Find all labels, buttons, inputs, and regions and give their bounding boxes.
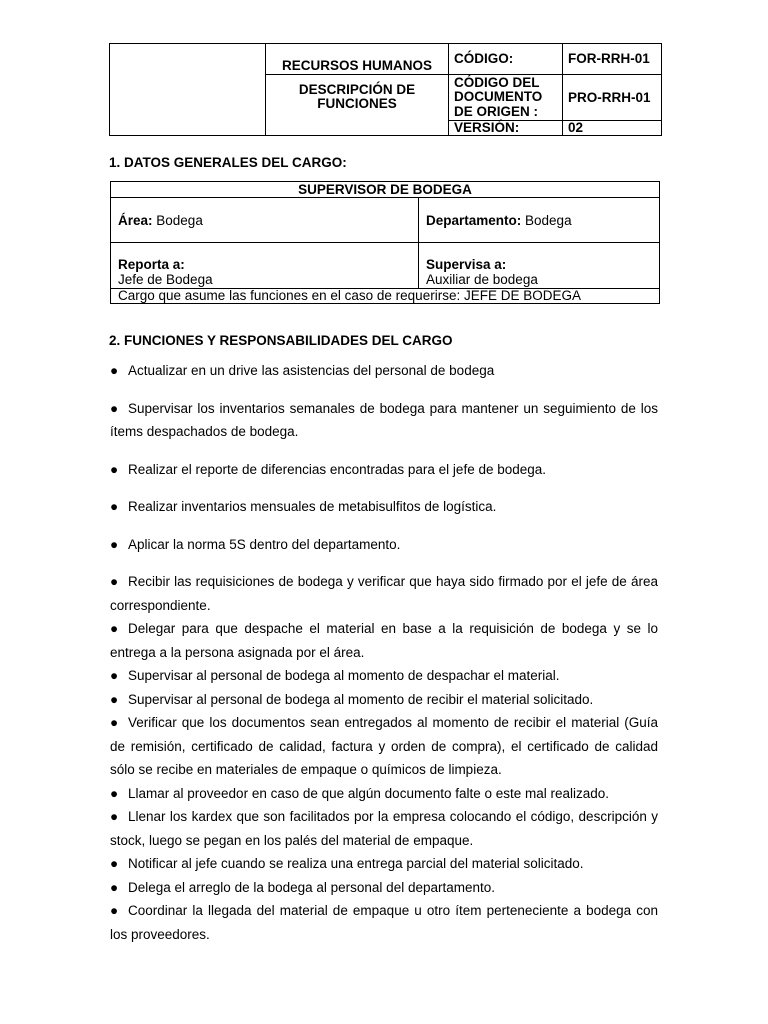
list-item: ● Llamar al proveedor en caso de que algún documento falte o este mal realizado. [110,782,658,806]
origin-label-line3: DE ORIGEN : [454,103,539,119]
bullet-icon: ● [110,668,119,683]
bullet-icon: ● [110,400,119,416]
supervises-cell [419,243,660,289]
list-item: ● Delega el arreglo de la bodega al personal del departamento. [110,876,658,900]
list-item: ● Coordinar la llegada del material de empaque u otro ítem perteneciente a bodega con los proveedores. [110,899,658,946]
code-value: FOR-RRH-01 [563,44,662,75]
bullet-icon: ● [110,461,119,477]
version-label: VERSIÓN: [449,121,563,136]
bullet-icon: ● [110,856,119,871]
list-item: ● Supervisar los inventarios semanales de bodega para mantener un seguimiento de los ítems despachados de bodega. [110,397,658,444]
area-value: Bodega [156,212,203,228]
reports-to-value: Jefe de Bodega [118,272,213,287]
department-title: RECURSOS HUMANOS [266,44,449,75]
supervises-value: Auxiliar de bodega [426,272,538,287]
list-item: ● Delegar para que despache el material en base a la requisición de bodega y se lo entrega a la persona asignada por el área. [110,617,658,664]
bullet-icon: ● [110,691,119,707]
area-label: Área: [118,212,153,228]
bullet-icon: ● [110,785,119,801]
origin-code-label [449,75,563,121]
list-item: ● Recibir las requisiciones de bodega y verificar que haya sido firmado por el jefe de área correspondiente. [110,570,658,617]
list-item: ● Realizar inventarios mensuales de metabisulfitos de logística. [110,495,658,519]
origin-code-value: PRO-RRH-01 [563,75,662,121]
list-item: ● Supervisar al personal de bodega al momento de recibir el material solicitado. [110,688,658,712]
document-header-table [109,43,662,136]
bullet-icon: ● [110,536,119,552]
replacement-note: Cargo que asume las funciones en el caso de requerirse: JEFE DE BODEGA [111,289,660,304]
document-type-line1: DESCRIPCIÓN DE [298,82,416,97]
functions-list [110,359,658,946]
list-item: ● Llenar los kardex que son facilitados por la empresa colocando el código, descripción y stock, luego se pegan en los palés del material de empaque. [110,805,658,852]
section1-title: DATOS GENERALES DEL CARGO: [124,155,347,170]
department-cell [419,198,660,243]
area-cell [111,198,419,243]
position-title: SUPERVISOR DE BODEGA [111,182,660,198]
bullet-icon: ● [110,621,119,636]
supervises-label: Supervisa a: [426,257,507,272]
section2-heading: 2. FUNCIONES Y RESPONSABILIDADES DEL CARGO [109,333,453,348]
bullet-icon: ● [110,715,119,730]
list-item: ● Notificar al jefe cuando se realiza una entrega parcial del material solicitado. [110,852,658,876]
bullet-icon: ● [110,903,119,918]
section1-number: 1. [109,155,121,170]
bullet-icon: ● [110,809,119,824]
reports-to-cell [111,243,419,289]
document-type-line2: FUNCIONES [317,96,397,111]
origin-label-line1: CÓDIGO DEL [454,74,540,90]
bullet-icon: ● [110,574,119,589]
document-type [266,75,449,136]
department-label: Departamento: [426,212,522,228]
code-label: CÓDIGO: [449,44,563,75]
list-item: ● Aplicar la norma 5S dentro del departamento. [110,533,658,557]
bullet-icon: ● [110,363,119,378]
section1-heading [109,155,347,170]
list-item: ● Verificar que los documentos sean entregados al momento de recibir el material (Guía de remisión, certificado de calidad, factura y orden de compra), el certificado de calidad sólo se recibe en materiales de empaque o químicos de limpieza. [110,711,658,782]
department-value: Bodega [525,212,572,228]
origin-label-line2: DOCUMENTO [454,89,543,105]
bullet-icon: ● [110,879,119,895]
logo-cell [110,44,266,136]
version-value: 02 [563,121,662,136]
list-item: ● Realizar el reporte de diferencias encontradas para el jefe de bodega. [110,458,658,482]
list-item: ● Supervisar al personal de bodega al momento de despachar el material. [110,664,658,688]
reports-to-label: Reporta a: [118,257,185,272]
general-data-table [110,181,660,304]
bullet-icon: ● [110,499,119,514]
list-item: ● Actualizar en un drive las asistencias del personal de bodega [110,359,658,383]
